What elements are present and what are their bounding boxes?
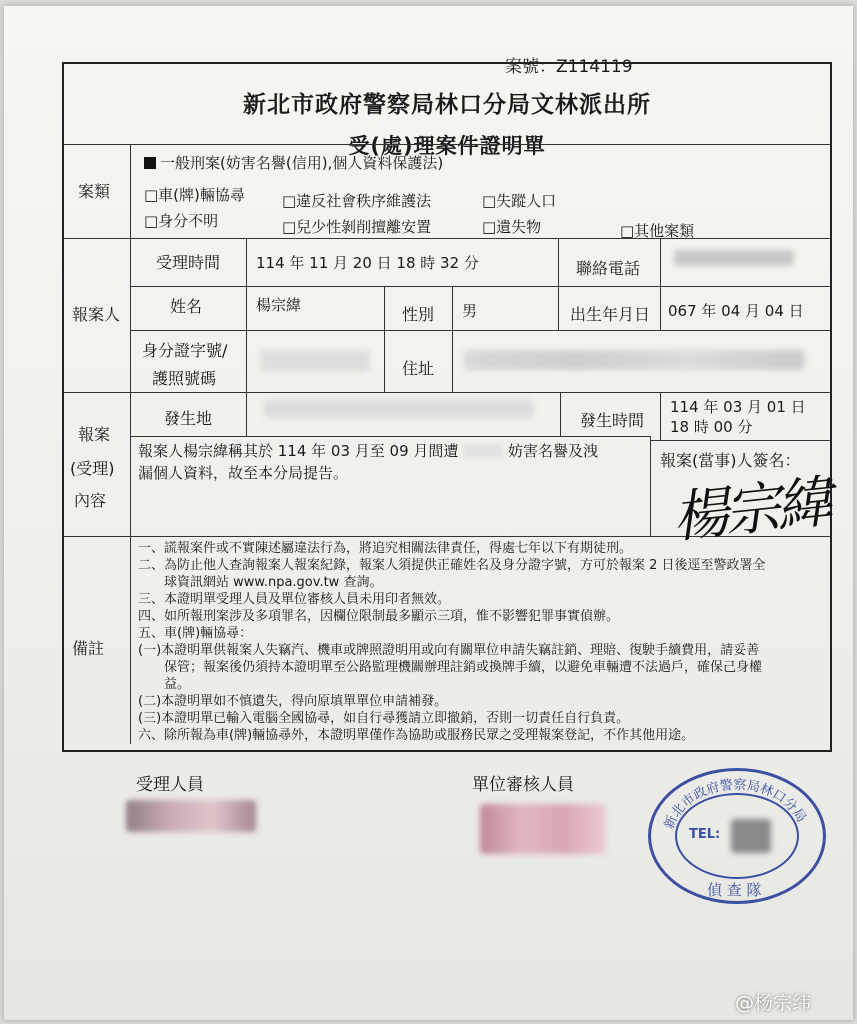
incident-label-line2: (受理) <box>70 459 115 478</box>
signature-label: 報案(當事)人簽名： <box>660 451 801 470</box>
reporter-label: 報案人 <box>72 305 121 324</box>
rule <box>384 286 385 392</box>
redacted-id <box>260 350 370 372</box>
police-station-title: 新北市政府警察局林口分局文林派出所 <box>243 92 651 118</box>
remark-line: 三、本證明單受理人員及單位審核人員未用印者無效。 <box>138 592 451 607</box>
incident-label-line1: 報案 <box>78 425 111 444</box>
rule <box>64 144 830 145</box>
rule <box>560 392 561 436</box>
redacted-reviewer-seal <box>480 804 606 854</box>
rule <box>130 436 650 437</box>
case-type-child[interactable]: □兒少性剝削擅離安置 <box>282 218 432 236</box>
remark-line: 二、為防止他人查詢報案人報案紀錄，報案人須提供正確姓名及身分證字號，方可於報案 2 日後逕至警政署全 <box>138 558 766 573</box>
rule <box>452 286 453 392</box>
redacted-phone <box>674 250 794 266</box>
incident-time-line2: 18 時 00 分 <box>670 418 753 436</box>
accept-time-value: 114 年 11 月 20 日 18 時 32 分 <box>256 254 479 272</box>
case-type-unknown-identity[interactable]: □身分不明 <box>144 212 219 230</box>
seal-tel: TEL: <box>689 827 721 842</box>
rule <box>650 440 830 441</box>
rule <box>650 436 651 536</box>
incident-content-part2: 妨害名譽及洩 <box>507 442 598 460</box>
redacted-address <box>464 350 804 370</box>
remark-line: 五、車(牌)輛協尋： <box>138 626 253 641</box>
rule <box>660 286 661 330</box>
reviewer-label: 單位審核人員 <box>472 775 574 795</box>
remark-line: (三)本證明單已輸入電腦全國協尋，如自行尋獲請立即撤銷，否則一切責任自行負責。 <box>138 711 630 726</box>
incident-label-line3: 內容 <box>74 491 107 510</box>
case-type-missing[interactable]: □失蹤人口 <box>482 192 557 210</box>
remark-line: (二)本證明單如不慎遺失，得向原填單單位申請補發。 <box>138 694 448 709</box>
case-type-lost-item[interactable]: □遺失物 <box>482 218 542 236</box>
incident-content-part1: 報案人楊宗緯稱其於 114 年 03 月至 09 月間遭 <box>138 442 459 460</box>
case-type-social-order[interactable]: □違反社會秩序維護法 <box>282 192 432 210</box>
checked-box-icon[interactable] <box>144 157 156 169</box>
rule <box>660 238 661 286</box>
handwritten-signature: 楊宗緯 <box>669 470 832 551</box>
remarks-list <box>138 540 766 744</box>
rule <box>558 238 559 286</box>
seal-ring-label: 新北市政府警察局林口分局 <box>661 777 809 832</box>
rule <box>64 238 830 239</box>
seal-unit: 偵 查 隊 <box>707 881 762 899</box>
phone-label: 聯絡電話 <box>576 259 641 278</box>
rule <box>660 392 661 440</box>
weibo-watermark: @杨宗纬 <box>735 992 812 1014</box>
redacted-receiver-seal <box>126 800 256 832</box>
incident-content-line1 <box>138 440 598 461</box>
remark-line: 六、除所報為車(牌)輛協尋外，本證明單僅作為協助或服務民眾之受理報案登記，不作其他用途。 <box>138 728 695 743</box>
id-label-line1: 身分證字號/ <box>142 341 228 360</box>
incident-time-line1: 114 年 03 月 01 日 <box>670 398 806 416</box>
certificate-form <box>62 62 832 752</box>
gender-value: 男 <box>462 302 478 320</box>
rule <box>246 238 247 436</box>
redacted-place <box>264 400 534 418</box>
case-type-general: 一般刑案(妨害名譽(信用),個人資料保護法) <box>160 154 444 172</box>
case-type-label: 案類 <box>78 182 111 201</box>
remark-line: 球資訊網站 www.npa.gov.tw 查詢。 <box>138 575 383 590</box>
rule <box>558 286 559 330</box>
rule <box>64 392 830 393</box>
remark-line: 保管；報案後仍須持本證明單至公路監理機關辦理註銷或換牌手續，以避免車輛遭不法過戶，確保己身權 <box>138 660 763 675</box>
rule <box>130 286 830 287</box>
official-seal <box>648 768 826 904</box>
incident-content-line2: 漏個人資料，故至本分局提告。 <box>138 464 349 482</box>
id-label-line2: 護照號碼 <box>152 369 217 388</box>
remark-line: 四、如所報刑案涉及多項罪名，因欄位限制最多顯示三項，惟不影響犯罪事實偵辦。 <box>138 609 620 624</box>
remark-line: 一、謊報案件或不實陳述屬違法行為，將追究相關法律責任，得處七年以下有期徒刑。 <box>138 541 633 556</box>
name-label: 姓名 <box>170 297 203 316</box>
rule <box>130 144 131 744</box>
incident-time-label: 發生時間 <box>580 411 645 430</box>
redacted-content <box>463 444 503 458</box>
accept-time-label: 受理時間 <box>156 253 221 272</box>
rule <box>130 330 830 331</box>
remark-line: 益。 <box>138 677 191 692</box>
place-label: 發生地 <box>164 409 213 428</box>
address-label: 住址 <box>402 359 435 378</box>
case-type-other[interactable]: □其他案類 <box>620 222 695 240</box>
redacted-seal-tel <box>731 819 771 853</box>
receiver-label: 受理人員 <box>136 775 204 795</box>
dob-label: 出生年月日 <box>570 305 651 324</box>
remark-line: (一)本證明單供報案人失竊汽、機車或牌照證明用或向有關單位申請失竊註銷、理賠、復駛手續費用，請妥善 <box>138 643 760 658</box>
certificate-title: 受(處)理案件證明單 <box>348 134 546 158</box>
dob-value: 067 年 04 月 04 日 <box>668 302 804 320</box>
gender-label: 性別 <box>402 305 435 324</box>
case-number: 案號：Z114119 <box>505 57 633 77</box>
name-value: 楊宗緯 <box>256 296 302 314</box>
remarks-label: 備註 <box>72 639 105 658</box>
case-type-vehicle[interactable]: □車(牌)輛協尋 <box>144 186 245 204</box>
